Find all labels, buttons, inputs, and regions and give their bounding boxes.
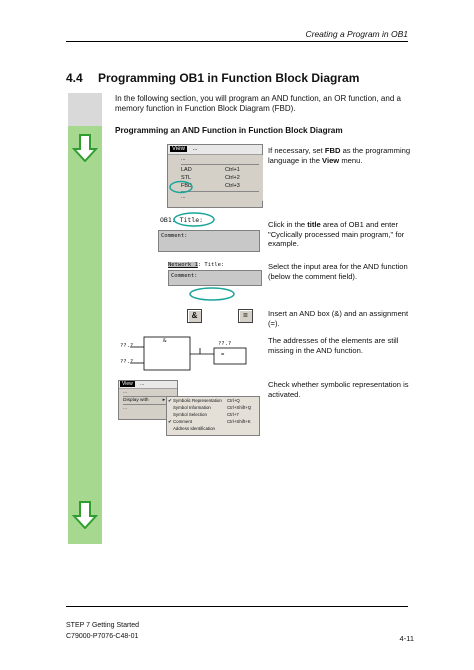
footer-rule <box>66 606 408 607</box>
page-number: 4-11 <box>399 634 414 643</box>
network-comment-field[interactable]: Comment: <box>168 270 262 286</box>
step-5-text: The addresses of the elements are still missing in the AND function. <box>268 336 399 355</box>
menu-dots: ... <box>181 156 186 162</box>
footer-book-title: STEP 7 Getting Started <box>66 622 140 629</box>
submenu-symbolic-representation[interactable]: ✔Symbolic Representation Ctrl+Q <box>168 398 240 403</box>
menu-dots: ... <box>123 406 127 411</box>
assignment-button[interactable]: = <box>238 309 253 323</box>
view-menu-screenshot <box>167 144 263 208</box>
chapter-header: Creating a Program in OB1 <box>305 29 408 39</box>
input-1-address[interactable]: ??.? <box>120 343 134 349</box>
fbd-diagram <box>118 334 268 374</box>
footer-doc-number: C79000-P7076-C48-01 <box>66 633 139 640</box>
section-title: Programming OB1 in Function Block Diagram <box>98 71 360 85</box>
menu-dots: ... <box>181 194 186 200</box>
step-6-text: Check whether symbolic representation is activated. <box>268 380 409 399</box>
submenu-symbol-selection[interactable]: Symbol Selection Ctrl+7 <box>173 412 239 417</box>
ob1-title-line: OB1: Title: <box>160 216 204 224</box>
menu-dots: ... <box>192 146 198 152</box>
and-symbol: & <box>163 338 167 344</box>
step-4-text: Insert an AND box (&) and an assignment (=). <box>268 309 409 328</box>
view-menu-label[interactable]: View <box>172 146 185 152</box>
arrow-down-icon <box>72 501 98 529</box>
and-box <box>144 337 190 370</box>
view-menu-label[interactable]: View <box>122 381 133 387</box>
step-1-text: If necessary, set FBD as the programming language in the View menu. <box>268 146 411 165</box>
ob1-comment-field[interactable]: Comment: <box>158 230 260 252</box>
subheading: Programming an AND Function in Function Block Diagram <box>115 126 343 135</box>
menu-dots: ... <box>123 390 127 395</box>
network-title-line: Network 1: Title: <box>168 262 225 268</box>
intro-paragraph: In the following section, you will program an AND function, an OR function, and a memory function in Function Block Diagram (FBD). <box>115 94 401 113</box>
submenu-symbol-information[interactable]: Symbol Information Ctrl+Shift+Q <box>173 405 252 410</box>
procedure-band <box>68 126 102 544</box>
step-2-text: Click in the title area of OB1 and enter "Cyclically processed main program," for example. <box>268 220 405 248</box>
submenu-address-identification[interactable]: Address Identification <box>173 426 215 431</box>
assign-symbol: = <box>221 352 225 358</box>
arrow-down-icon <box>72 134 98 162</box>
check-icon: ✔ <box>168 398 172 403</box>
menu-item-lad[interactable]: LAD Ctrl+1 <box>181 167 240 173</box>
section-number: 4.4 <box>66 71 83 85</box>
assignment-box <box>214 348 246 364</box>
display-with-submenu <box>166 396 260 436</box>
input-2-address[interactable]: ??.? <box>120 359 134 365</box>
check-icon: ✔ <box>168 419 172 424</box>
header-rule <box>66 41 408 42</box>
menu-item-display-with[interactable]: Display with ▸ <box>123 398 166 403</box>
submenu-comment[interactable]: ✔Comment Ctrl+Shift+K <box>168 419 251 424</box>
menu-item-stl[interactable]: STL Ctrl+2 <box>181 175 240 181</box>
input-area-highlight[interactable] <box>188 286 236 302</box>
and-box-button[interactable]: & <box>187 309 202 323</box>
highlight-circle-icon <box>168 180 194 194</box>
step-3-text: Select the input area for the AND function (below the comment field). <box>268 262 408 281</box>
menu-dots: ... <box>140 381 145 387</box>
intro-band <box>68 93 102 126</box>
highlight-circle-icon <box>172 211 216 228</box>
menu-item-fbd[interactable]: FBD Ctrl+3 <box>181 183 240 189</box>
output-address[interactable]: ??.? <box>218 341 232 347</box>
